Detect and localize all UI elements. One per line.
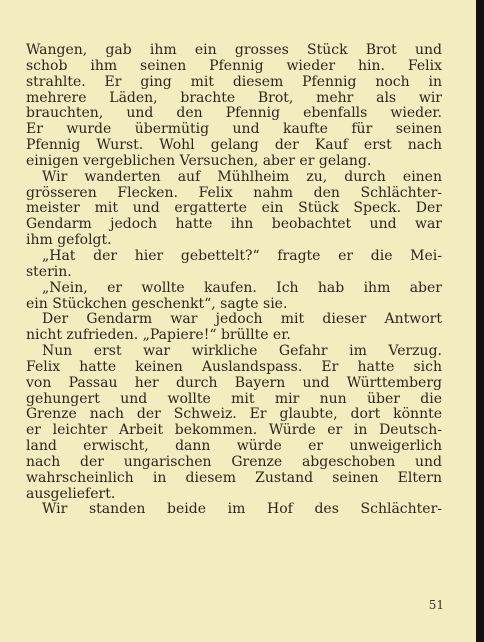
text-line: nicht zufrieden. „Papiere!“ brüllte er. [26,328,291,344]
text-line: mehrere Läden, brachte Brot, mehr als wir [26,90,442,106]
text-line: Nun erst war wirkliche Gefahr im Verzug. [42,344,442,360]
text-line: schob ihm seinen Pfennig wieder hin. Felix [26,58,442,74]
page-edge-shadow [476,0,484,642]
text-line: brauchten, und den Pfennig ebenfalls wieder. [26,106,442,122]
text-line: nach der ungarischen Grenze abgeschoben und [26,454,442,470]
page-number: 51 [428,598,444,612]
text-line: er leichter Arbeit bekommen. Würde er in Deutsch- [26,423,442,439]
text-line: von Passau her durch Bayern und Württemberg [26,375,442,391]
text-line: „Nein, er wollte kaufen. Ich hab ihm aber [42,280,442,296]
text-line: gehungert und wollte mit mir nun über die [26,391,442,407]
text-line: Grenze nach der Schweiz. Er glaubte, dort könnte [26,407,442,423]
text-line: ein Stückchen geschenkt“, sagte sie. [26,296,288,312]
text-line: wahrscheinlich in diesem Zustand seinen Eltern [26,470,442,486]
text-line: Felix hatte keinen Auslandspass. Er hatte sich [26,359,442,375]
text-line: Wir standen beide im Hof des Schlächter- [42,502,442,518]
text-line: meister mit und ergatterte ein Stück Speck. Der [26,201,442,217]
text-line: Er wurde übermütig und kaufte für seinen [26,122,442,138]
text-line: Wangen, gab ihm ein grosses Stück Brot und [26,43,442,58]
text-line: einigen vergeblichen Versuchen, aber er gelang. [26,153,372,169]
body-text [26,43,442,518]
text-line: ausgeliefert. [26,486,116,502]
text-line: strahlte. Er ging mit diesem Pfennig noch in [26,74,442,90]
text-line: Gendarm jedoch hatte ihn beobachtet und war [26,217,442,233]
text-line: sterin. [26,264,72,280]
text-line: „Hat der hier gebettelt?“ fragte er die Mei- [42,248,442,264]
text-line: land erwischt, dann würde er unweigerlich [26,439,442,455]
text-line: Der Gendarm war jedoch mit dieser Antwort [42,312,442,328]
text-line: Wir wanderten auf Mühlheim zu, durch einen [42,169,442,185]
text-line: grösseren Flecken. Felix nahm den Schlächter- [26,185,442,201]
text-line: Pfennig Wurst. Wohl gelang der Kauf erst nach [26,138,442,154]
text-line: ihm gefolgt. [26,233,112,249]
